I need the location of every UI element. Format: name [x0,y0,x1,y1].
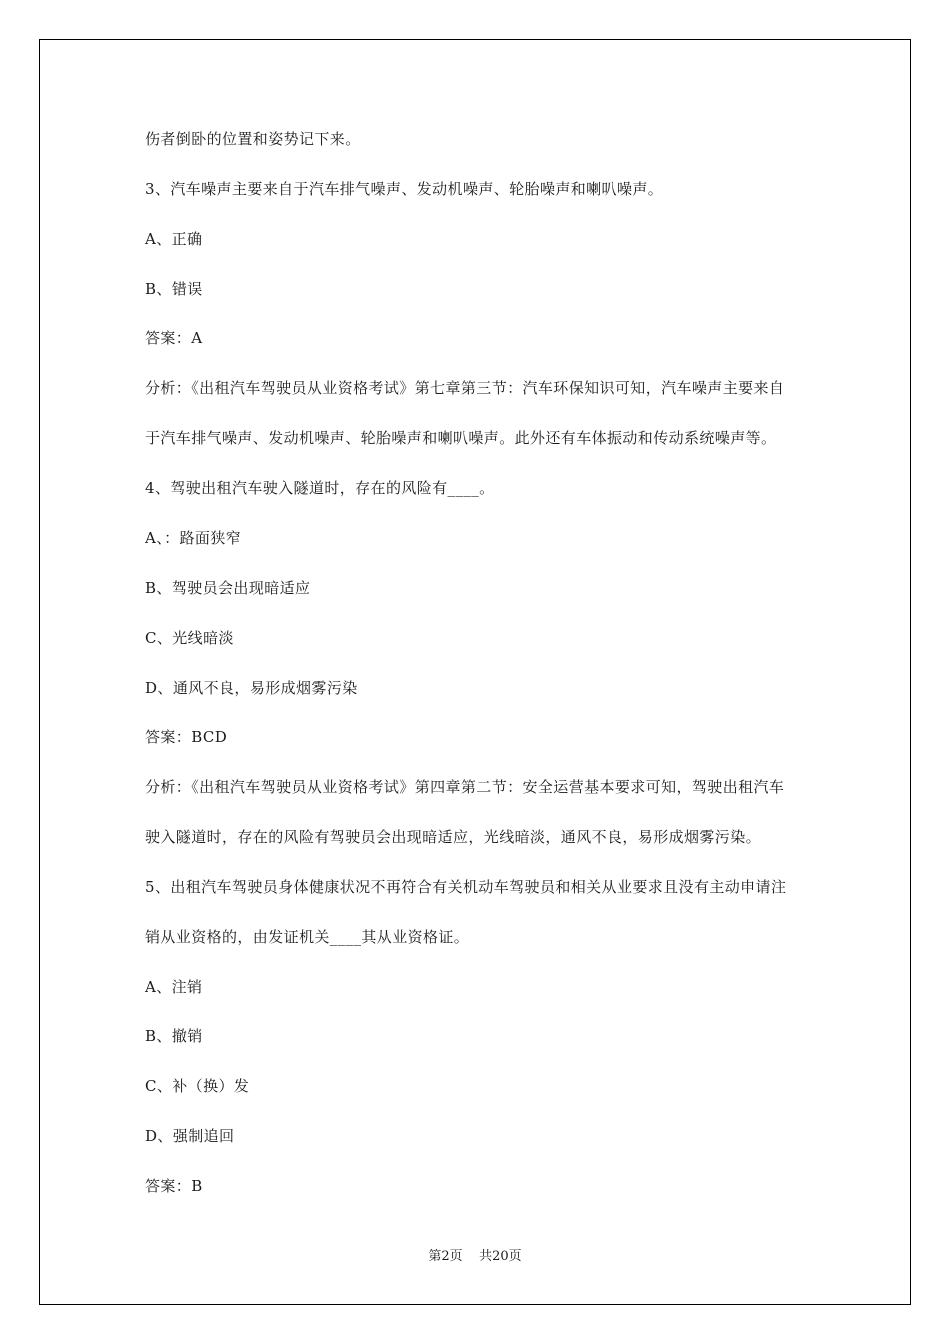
analysis-line: 分析：《出租汽车驾驶员从业资格考试》第四章第二节：安全运营基本要求可知，驾驶出租汽车 [145,778,785,796]
analysis-line: 于汽车排气噪声、发动机噪声、轮胎噪声和喇叭噪声。此外还有车体振动和传动系统噪声等。 [145,429,777,447]
option-c: C、光线暗淡 [145,629,234,647]
question-3: 3、汽车噪声主要来自于汽车排气噪声、发动机噪声、轮胎噪声和喇叭噪声。 [145,180,664,198]
option-d: D、强制追回 [145,1127,235,1145]
option-c: C、补（换）发 [145,1077,250,1095]
option-a: A、正确 [145,230,203,248]
answer-label: 答案：B [145,1177,203,1195]
question-5-continued: 销从业资格的，由发证机关____其从业资格证。 [145,928,470,946]
option-a: A、：路面狭窄 [145,529,242,547]
option-a: A、注销 [145,978,203,996]
option-b: B、撤销 [145,1027,203,1045]
question-5: 5、出租汽车驾驶员身体健康状况不再符合有关机动车驾驶员和相关从业要求且没有主动申请注 [145,878,787,896]
option-b: B、驾驶员会出现暗适应 [145,579,311,597]
analysis-line: 分析：《出租汽车驾驶员从业资格考试》第七章第三节：汽车环保知识可知，汽车噪声主要来自 [145,379,785,397]
option-d: D、通风不良，易形成烟雾污染 [145,679,358,697]
text-line: 伤者倒卧的位置和姿势记下来。 [145,130,361,148]
analysis-line: 驶入隧道时，存在的风险有驾驶员会出现暗适应，光线暗淡，通风不良，易形成烟雾污染。 [145,828,762,846]
answer-label: 答案：A [145,329,203,347]
answer-label: 答案：BCD [145,728,228,746]
page-number-footer: 第2页 共20页 [428,1249,522,1264]
question-4: 4、驾驶出租汽车驶入隧道时，存在的风险有____。 [145,479,495,497]
option-b: B、错误 [145,280,203,298]
